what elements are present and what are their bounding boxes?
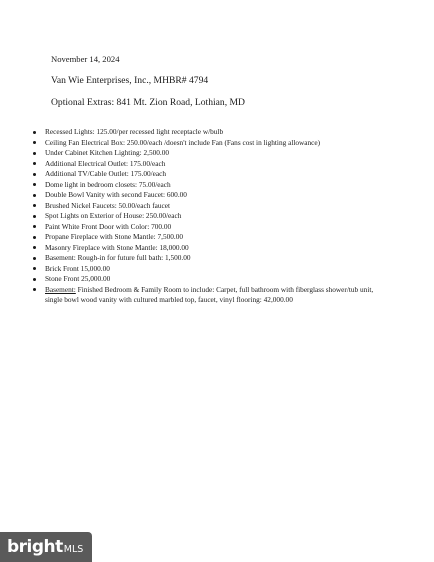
list-item: [33, 180, 388, 191]
item-text: Under Cabinet Kitchen Lighting: 2,500.00: [45, 148, 170, 157]
bullet-icon: [33, 194, 36, 197]
item-text: Finished Bedroom & Family Room to include: Carpet, full bathroom with fiberglass shower/tub unit, single bowl wood vanity with cultured marbled top, faucet, vinyl flooring: 42,000.00: [45, 284, 374, 304]
item-text: Brushed Nickel Faucets: 50.00/each faucet: [45, 200, 171, 210]
bullet-icon: [33, 215, 36, 218]
item-text: Basement: Rough-in for future full bath: 1,500.00: [45, 253, 191, 262]
item-text: Ceiling Fan Electrical Box: 250.00/each /doesn't include Fan (Fans cost in lighting allowance): [45, 137, 321, 147]
item-text: Propane Fireplace with Stone Mantle: 7,500.00: [45, 232, 184, 241]
list-item: [33, 169, 388, 180]
bullet-icon: [33, 152, 36, 155]
item-text: Spot Lights on Exterior of House: 250.00/each: [45, 211, 182, 220]
bullet-icon: [33, 162, 36, 165]
brightmls-watermark: [0, 532, 92, 562]
extras-title: Optional Extras: 841 Mt. Zion Road, Lothian, MD: [51, 97, 245, 108]
item-text: Paint White Front Door with Color: 700.00: [45, 221, 172, 231]
item-text: Additional TV/Cable Outlet: 175.00/each: [45, 169, 167, 178]
bullet-icon: [33, 236, 36, 239]
bullet-icon: [33, 257, 36, 260]
bullet-icon: [33, 278, 36, 281]
list-item: [33, 201, 388, 212]
bullet-icon: [33, 131, 36, 134]
list-item: [33, 232, 388, 243]
list-item: [33, 264, 388, 275]
list-item: [33, 127, 388, 138]
bullet-icon: [33, 225, 36, 228]
bullet-icon: [33, 267, 36, 270]
item-text: Brick Front 15,000.00: [45, 263, 110, 273]
list-item: [33, 253, 388, 264]
item-text: Double Bowl Vanity with second Faucet: 600.00: [45, 190, 187, 199]
basement-label: Basement:: [45, 284, 76, 294]
bullet-icon: [33, 246, 36, 249]
bullet-icon: [33, 173, 36, 176]
list-item: [33, 138, 388, 149]
item-text: Additional Electrical Outlet: 175.00/each: [45, 158, 166, 168]
watermark-suffix: MLS: [63, 543, 84, 555]
list-item: [33, 211, 388, 222]
watermark-brand: bright: [7, 537, 63, 557]
list-item: [33, 148, 388, 159]
bullet-icon: [33, 141, 36, 144]
document-date: November 14, 2024: [51, 54, 120, 64]
bullet-icon: [33, 183, 36, 186]
list-item: [33, 274, 388, 285]
extras-list: [33, 127, 388, 306]
list-item: [33, 190, 388, 201]
item-text: Recessed Lights: 125.00/per recessed light receptacle w/bulb: [45, 127, 224, 136]
company-line: Van Wie Enterprises, Inc., MHBR# 4794: [51, 75, 209, 86]
list-item: [33, 159, 388, 170]
bullet-icon: [33, 204, 36, 207]
item-text: Masonry Fireplace with Stone Mantle: 18,000.00: [45, 242, 189, 252]
list-item: [33, 285, 388, 306]
list-item: [33, 222, 388, 233]
list-item: [33, 243, 388, 254]
item-text: Dome light in bedroom closets: 75.00/each: [45, 179, 171, 189]
bullet-icon: [33, 288, 36, 291]
item-text: Stone Front 25,000.00: [45, 274, 111, 283]
